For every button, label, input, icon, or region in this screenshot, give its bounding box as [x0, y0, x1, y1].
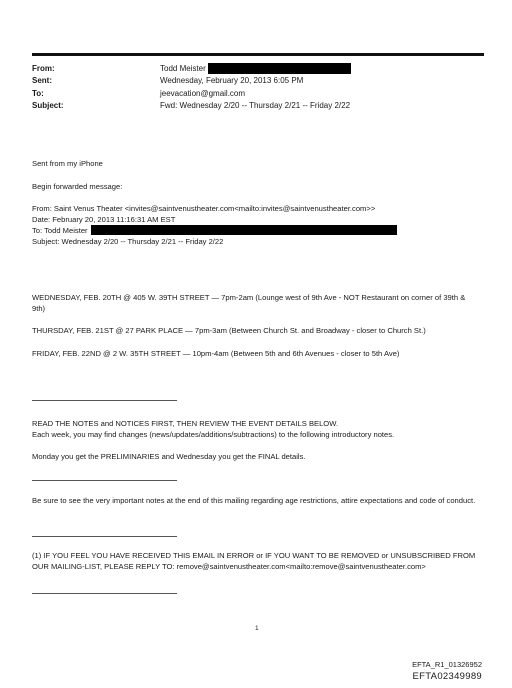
notes-unsubscribe: (1) IF YOU FEEL YOU HAVE RECEIVED THIS EMAIL IN ERROR or IF YOU WANT TO BE REMOVED or UNSUBSCRIBED FROM OUR MAILING-LIST, PLEASE REPLY TO: remove@saintvenustheater.com<mailto:remove@saintvenustheater.com> [32, 551, 476, 571]
event-wednesday: WEDNESDAY, FEB. 20TH @ 405 W. 39TH STREET — 7pm-2am (Lounge west of 9th Ave - NOT Restaurant on corner of 39th & 9th) [32, 293, 466, 313]
subject-label: Subject: [32, 100, 64, 110]
notes-preliminaries: Monday you get the PRELIMINARIES and Wednesday you get the FINAL details. [32, 452, 306, 461]
notes-important: Be sure to see the very important notes at the end of this mailing regarding age restrictions, attire expectations and code of conduct. [32, 496, 476, 505]
forwarded-from-line: From: Saint Venus Theater <invites@saintvenustheater.com<mailto:invites@saintvenustheater.com>> [32, 204, 376, 213]
to-row [32, 88, 351, 100]
separator-line [32, 400, 177, 401]
event-friday: FRIDAY, FEB. 22ND @ 2 W. 35TH STREET — 10pm-4am (Between 5th and 6th Avenues - closer to 5th Ave) [32, 349, 400, 358]
from-label: From: [32, 64, 55, 73]
notes-changes: Each week, you may find changes (news/updates/additions/subtractions) to the following introductory notes. [32, 430, 395, 439]
to-label: To: [32, 88, 44, 98]
forwarded-to-text: To: Todd Meister [32, 226, 88, 235]
to-value: jeevacation@gmail.com [160, 88, 246, 98]
bates-number-primary: EFTA_R1_01326952 [412, 660, 482, 669]
separator-line [32, 536, 177, 537]
subject-row [32, 100, 351, 112]
forwarded-date-line: Date: February 20, 2013 11:16:31 AM EST [32, 215, 176, 224]
forwarded-subject-line: Subject: Wednesday 2/20 -- Thursday 2/21 -- Friday 2/22 [32, 237, 224, 246]
from-value [160, 63, 351, 75]
separator-line [32, 480, 177, 481]
subject-value: Fwd: Wednesday 2/20 -- Thursday 2/21 -- Friday 2/22 [160, 100, 351, 110]
event-thursday: THURSDAY, FEB. 21ST @ 27 PARK PLACE — 7pm-3am (Between Church St. and Broadway - closer to Church St.) [32, 326, 426, 335]
begin-forwarded-line: Begin forwarded message: [32, 182, 123, 191]
sent-label: Sent: [32, 76, 52, 86]
from-row [32, 63, 351, 75]
redaction-box [91, 225, 397, 235]
sent-value: Wednesday, February 20, 2013 6:05 PM [160, 76, 304, 86]
email-header [32, 63, 351, 112]
forwarded-to-line [32, 225, 397, 236]
header-rule [32, 53, 484, 56]
separator-line [32, 593, 177, 594]
sent-row [32, 75, 351, 87]
from-name: Todd Meister [160, 64, 206, 73]
notes-heading: READ THE NOTES and NOTICES FIRST, THEN REVIEW THE EVENT DETAILS BELOW. [32, 419, 339, 428]
page-number: 1 [255, 625, 259, 632]
redaction-box [208, 63, 351, 74]
bates-number-secondary: EFTA02349989 [412, 671, 482, 682]
sent-from-line: Sent from my iPhone [32, 159, 103, 168]
